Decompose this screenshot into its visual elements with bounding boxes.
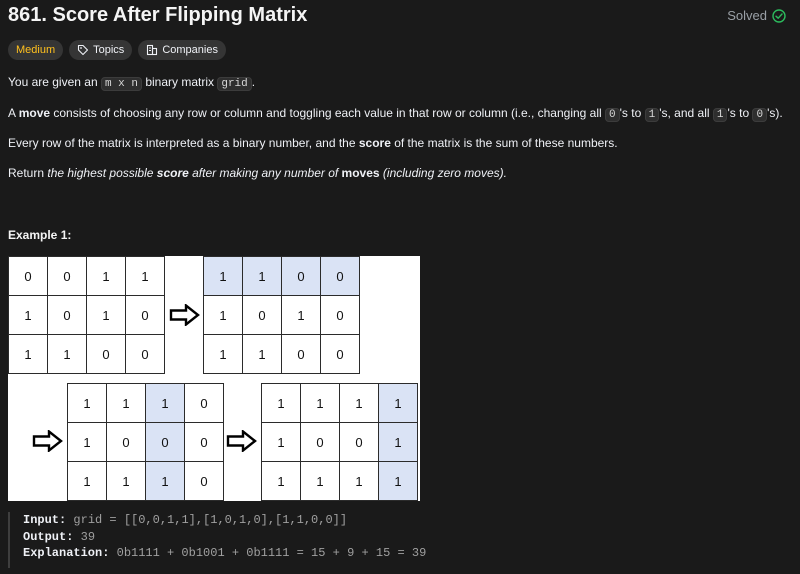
italic-text: the highest possible xyxy=(47,166,157,180)
description-paragraph-1 xyxy=(8,75,255,90)
matrix-cell: 1 xyxy=(243,257,282,296)
matrix-cell: 0 xyxy=(146,423,185,462)
matrix-cell: 0 xyxy=(126,335,165,374)
text: 's to xyxy=(619,106,645,120)
matrix-grid xyxy=(261,383,418,501)
matrix-cell: 0 xyxy=(340,423,379,462)
matrix-cell: 1 xyxy=(262,423,301,462)
inline-code: 1 xyxy=(713,108,728,122)
matrix-cell: 1 xyxy=(379,423,418,462)
example-output-box xyxy=(8,512,623,568)
matrix-cell: 0 xyxy=(282,335,321,374)
example-title: Example 1: xyxy=(8,228,72,242)
matrix-cell: 1 xyxy=(379,462,418,501)
matrix-cell: 0 xyxy=(321,257,360,296)
input-label: Input: xyxy=(23,513,67,527)
explanation-label: Explanation: xyxy=(23,546,110,560)
problem-title: 861. Score After Flipping Matrix xyxy=(8,4,308,26)
matrix-cell: 0 xyxy=(282,257,321,296)
inline-code: grid xyxy=(217,77,251,91)
matrix-cell: 0 xyxy=(185,423,224,462)
matrix-cell: 1 xyxy=(9,296,48,335)
bold-text: move xyxy=(18,106,51,120)
text: 's). xyxy=(767,106,783,120)
tag-bar xyxy=(8,40,226,60)
matrix-row xyxy=(204,296,360,335)
matrix-cell: 0 xyxy=(48,296,87,335)
matrix-cell: 1 xyxy=(204,257,243,296)
text: of the matrix is the sum of these numbers. xyxy=(390,136,618,150)
matrix-cell: 1 xyxy=(243,335,282,374)
matrix-cell: 1 xyxy=(204,296,243,335)
matrix-cell: 1 xyxy=(204,335,243,374)
building-icon xyxy=(146,44,158,56)
matrix-cell: 1 xyxy=(68,384,107,423)
inline-code: 0 xyxy=(605,108,620,122)
matrix-cell: 1 xyxy=(87,257,126,296)
matrix-row xyxy=(9,257,165,296)
inline-code: 1 xyxy=(645,108,660,122)
matrix-row xyxy=(262,462,418,501)
matrix-row xyxy=(68,423,224,462)
description-paragraph-4 xyxy=(8,166,507,180)
difficulty-badge[interactable] xyxy=(8,40,63,60)
matrix-cell: 1 xyxy=(48,335,87,374)
matrix-row xyxy=(262,384,418,423)
topics-label: Topics xyxy=(93,44,125,56)
matrix-cell: 0 xyxy=(185,384,224,423)
input-value: grid = [[0,0,1,1],[1,0,1,0],[1,1,0,0]] xyxy=(73,513,348,527)
text: . xyxy=(251,75,256,89)
tag-icon xyxy=(77,44,89,56)
matrix-cell: 1 xyxy=(107,384,146,423)
solved-status xyxy=(727,8,786,23)
text: Return xyxy=(8,166,48,180)
matrix-row xyxy=(204,257,360,296)
matrix-cell: 0 xyxy=(9,257,48,296)
matrix-row xyxy=(262,423,418,462)
matrix-cell: 0 xyxy=(243,296,282,335)
matrix-cell: 1 xyxy=(107,462,146,501)
matrix-cell: 1 xyxy=(146,384,185,423)
matrix-cell: 1 xyxy=(340,462,379,501)
matrix-cell: 0 xyxy=(107,423,146,462)
italic-text: (including zero moves). xyxy=(379,166,507,180)
matrix-grid xyxy=(8,256,165,374)
matrix-cell: 1 xyxy=(126,257,165,296)
matrix-cell: 1 xyxy=(379,384,418,423)
matrix-grid xyxy=(67,383,224,501)
matrix-row xyxy=(9,335,165,374)
italic-text: after making any number of xyxy=(188,166,342,180)
explanation-value: 0b1111 + 0b1001 + 0b1111 = 15 + 9 + 15 = 39 xyxy=(116,546,427,560)
matrix-cell: 0 xyxy=(321,335,360,374)
topics-button[interactable] xyxy=(69,40,132,60)
matrix-row xyxy=(204,335,360,374)
inline-code: 0 xyxy=(752,108,767,122)
matrix-cell: 1 xyxy=(68,423,107,462)
matrix-cell: 1 xyxy=(282,296,321,335)
matrix-cell: 1 xyxy=(9,335,48,374)
example-output-line xyxy=(23,529,623,546)
difficulty-label: Medium xyxy=(16,44,56,56)
bold-text: score xyxy=(358,136,391,150)
matrix-cell: 0 xyxy=(87,335,126,374)
companies-label: Companies xyxy=(162,44,218,56)
text: 's, and all xyxy=(659,106,713,120)
text: You are given an xyxy=(8,75,101,89)
output-label: Output: xyxy=(23,529,74,544)
matrix-grid xyxy=(203,256,360,374)
matrix-cell: 1 xyxy=(262,384,301,423)
text: binary matrix xyxy=(141,75,218,89)
check-circle-icon xyxy=(772,9,786,23)
matrix-cell: 1 xyxy=(340,384,379,423)
matrix-cell: 0 xyxy=(301,423,340,462)
matrix-cell: 0 xyxy=(185,462,224,501)
text: 's to xyxy=(727,106,753,120)
matrix-cell: 0 xyxy=(321,296,360,335)
text: consists of choosing any row or column and toggling each value in that row or column (i.e., changing all xyxy=(50,106,606,120)
example-input-line xyxy=(23,512,623,529)
matrix-row xyxy=(68,384,224,423)
description-paragraph-2 xyxy=(8,106,783,121)
text: Every row of the matrix is interpreted as a binary number, and the xyxy=(8,136,359,150)
arrow-right-icon xyxy=(169,304,201,326)
arrow-right-icon xyxy=(226,430,258,452)
matrix-cell: 1 xyxy=(146,462,185,501)
solved-label: Solved xyxy=(727,8,767,23)
matrix-row xyxy=(68,462,224,501)
matrix-cell: 0 xyxy=(48,257,87,296)
companies-button[interactable] xyxy=(138,40,226,60)
matrix-cell: 1 xyxy=(301,462,340,501)
arrow-right-icon xyxy=(32,430,64,452)
inline-code: m x n xyxy=(101,77,142,91)
matrix-cell: 1 xyxy=(87,296,126,335)
matrix-row xyxy=(9,296,165,335)
matrix-cell: 1 xyxy=(262,462,301,501)
example-figure xyxy=(8,256,420,501)
bold-text: moves xyxy=(341,166,380,180)
description-paragraph-3 xyxy=(8,136,618,150)
matrix-cell: 0 xyxy=(126,296,165,335)
matrix-cell: 1 xyxy=(68,462,107,501)
text: A xyxy=(8,106,19,120)
example-explanation-line xyxy=(23,545,623,562)
bold-text: score xyxy=(156,166,189,180)
matrix-cell: 1 xyxy=(301,384,340,423)
output-value: 39 xyxy=(80,529,96,544)
